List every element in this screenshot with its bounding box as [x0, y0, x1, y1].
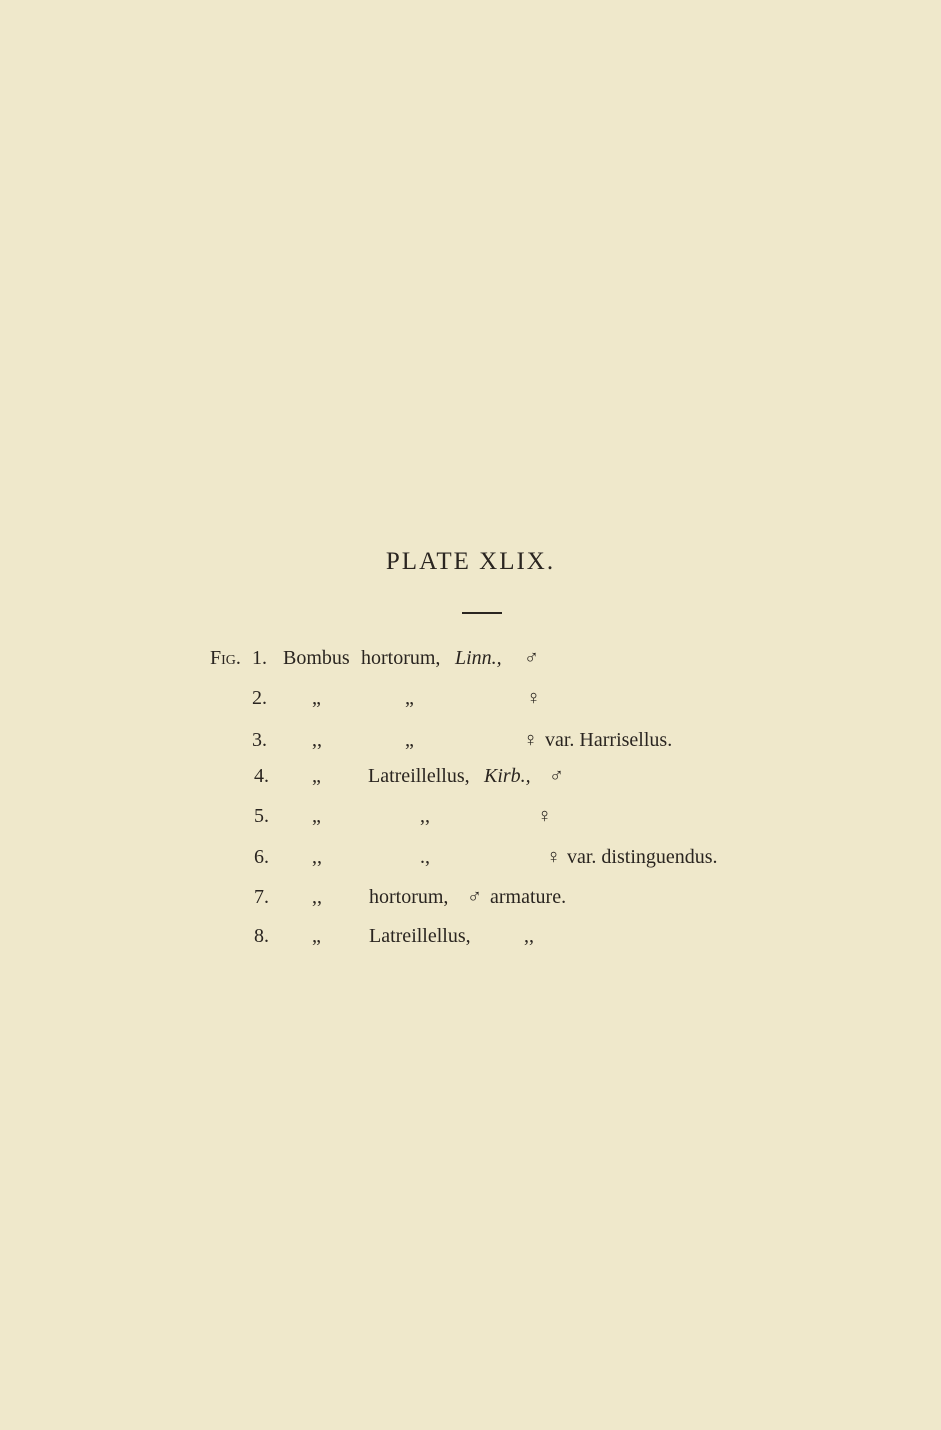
species-ditto: .,: [420, 846, 430, 868]
figure-entry: [0, 725, 941, 755]
genus-ditto: „: [312, 765, 321, 787]
variety-note: var. distinguendus.: [567, 846, 718, 868]
genus-ditto: ,,: [312, 846, 322, 868]
sex-symbol: ♂: [549, 765, 564, 787]
authority: Linn.,: [455, 647, 502, 669]
figure-number: 7.: [254, 886, 269, 908]
sex-symbol: ♂: [467, 886, 482, 908]
figure-entry: [0, 882, 941, 912]
figure-entry: [0, 761, 941, 791]
plate-title: PLATE XLIX.: [385, 548, 556, 575]
species-name: hortorum,: [369, 886, 449, 908]
structure-note: armature.: [490, 886, 567, 908]
figure-entry: [0, 643, 941, 673]
figure-number: 3.: [252, 729, 267, 751]
genus-ditto: „: [312, 805, 321, 827]
figure-entry: [0, 921, 941, 951]
figure-entry: [0, 801, 941, 831]
authority: Kirb.,: [484, 765, 531, 787]
sex-symbol: ♀: [546, 846, 561, 868]
genus-name: Bombus: [283, 647, 350, 669]
figure-number: 2.: [252, 687, 267, 709]
species-name: Latreillellus,: [369, 925, 471, 947]
species-name: Latreillellus,: [368, 765, 470, 787]
title-rule: [462, 612, 502, 614]
figure-number: 6.: [254, 846, 269, 868]
figure-number: 4.: [254, 765, 269, 787]
species-name: hortorum,: [361, 647, 441, 669]
figure-entry: [0, 842, 941, 872]
figure-number: 8.: [254, 925, 269, 947]
figure-number: 5.: [254, 805, 269, 827]
species-ditto: „: [405, 729, 414, 751]
note-ditto: ,,: [524, 925, 534, 947]
figure-number: 1.: [252, 647, 267, 669]
sex-symbol: ♀: [526, 687, 541, 709]
genus-ditto: „: [312, 687, 321, 709]
fig-label: Fig.: [210, 647, 241, 669]
variety-note: var. Harrisellus.: [545, 729, 673, 751]
genus-ditto: „: [312, 925, 321, 947]
genus-ditto: ,,: [312, 886, 322, 908]
figure-entry: [0, 683, 941, 713]
sex-symbol: ♂: [524, 647, 539, 669]
sex-symbol: ♀: [537, 805, 552, 827]
sex-symbol: ♀: [523, 729, 538, 751]
species-ditto: ,,: [420, 805, 430, 827]
genus-ditto: ,,: [312, 729, 322, 751]
species-ditto: „: [405, 687, 414, 709]
